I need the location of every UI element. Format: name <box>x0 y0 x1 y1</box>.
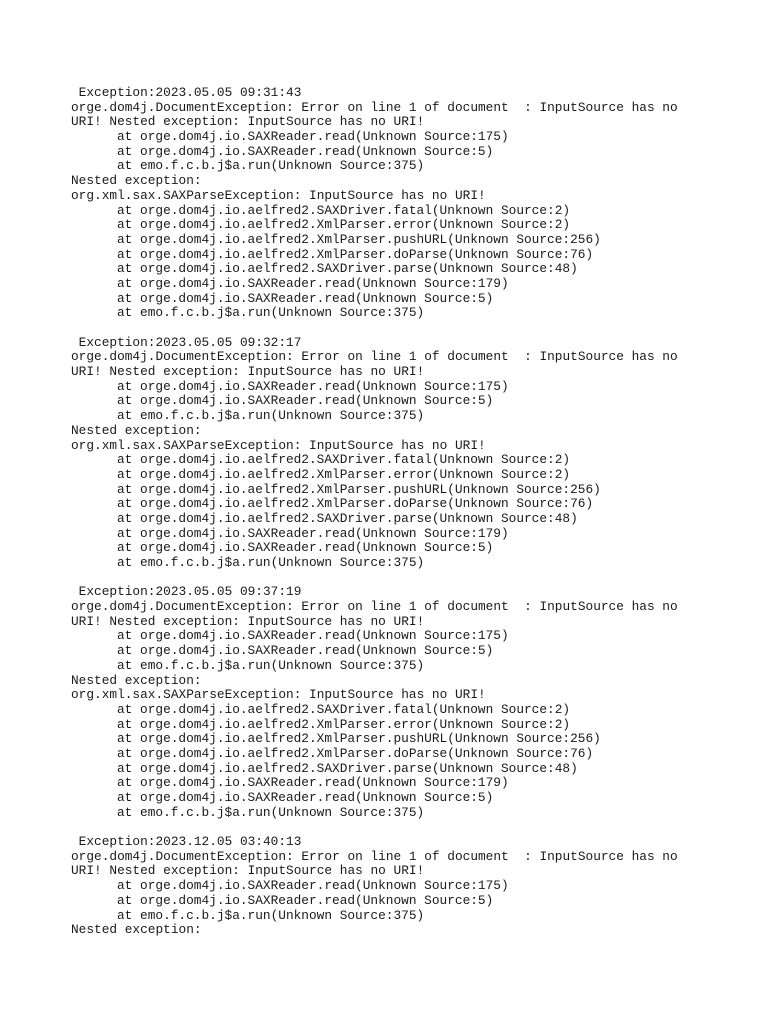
stack-frame-line: at emo.f.c.b.j$a.run(Unknown Source:375) <box>117 408 425 424</box>
stack-frame-line: at orge.dom4j.io.SAXReader.read(Unknown Source:5) <box>117 393 494 409</box>
stack-frame-line: at orge.dom4j.io.aelfred2.SAXDriver.fatal(Unknown Source:2) <box>117 701 571 717</box>
stack-frame-line: at emo.f.c.b.j$a.run(Unknown Source:375) <box>117 657 425 673</box>
stack-frame-line: at orge.dom4j.io.SAXReader.read(Unknown Source:5) <box>117 643 494 659</box>
exception-message-line: URI! Nested exception: InputSource has no URI! <box>71 114 425 130</box>
log-entry <box>71 585 768 820</box>
log-entry <box>71 835 768 938</box>
stack-frame-line: at orge.dom4j.io.SAXReader.read(Unknown Source:5) <box>117 540 494 556</box>
stack-frame-line: at emo.f.c.b.j$a.run(Unknown Source:375) <box>117 555 425 570</box>
stack-frame-line: at emo.f.c.b.j$a.run(Unknown Source:375) <box>117 804 425 820</box>
log-entries <box>71 86 768 938</box>
stack-frame-line: at orge.dom4j.io.aelfred2.XmlParser.doParse(Unknown Source:76) <box>117 246 594 262</box>
exception-message-line: orge.dom4j.DocumentException: Error on line 1 of document : InputSource has no <box>71 848 678 864</box>
stack-frame-line: at orge.dom4j.io.aelfred2.SAXDriver.fatal(Unknown Source:2) <box>117 202 571 218</box>
stack-frame-line: at orge.dom4j.io.SAXReader.read(Unknown Source:5) <box>117 143 494 159</box>
exception-message-line: orge.dom4j.DocumentException: Error on line 1 of document : InputSource has no <box>71 99 678 115</box>
stack-frame-line: at orge.dom4j.io.SAXReader.read(Unknown Source:175) <box>117 129 509 145</box>
stack-frame-line: at orge.dom4j.io.aelfred2.SAXDriver.fatal(Unknown Source:2) <box>117 452 571 468</box>
stack-frame-line: at orge.dom4j.io.aelfred2.XmlParser.pushURL(Unknown Source:256) <box>117 481 601 497</box>
stack-frame-line: at orge.dom4j.io.SAXReader.read(Unknown Source:5) <box>117 290 494 306</box>
stack-frame-line: at orge.dom4j.io.SAXReader.read(Unknown Source:175) <box>117 378 509 394</box>
stack-frame-line: at orge.dom4j.io.SAXReader.read(Unknown Source:179) <box>117 775 509 791</box>
stack-frame-line: at emo.f.c.b.j$a.run(Unknown Source:375) <box>117 305 425 321</box>
exception-message-line: Nested exception: <box>71 173 202 189</box>
stack-frame-line: at orge.dom4j.io.aelfred2.SAXDriver.parse(Unknown Source:48) <box>117 760 578 776</box>
stack-frame-line: at orge.dom4j.io.aelfred2.XmlParser.doParse(Unknown Source:76) <box>117 745 594 761</box>
exception-message-line: Nested exception: <box>71 422 202 438</box>
log-entry <box>71 86 768 321</box>
stack-frame-line: at orge.dom4j.io.SAXReader.read(Unknown Source:179) <box>117 525 509 541</box>
stack-frame-line: at emo.f.c.b.j$a.run(Unknown Source:375) <box>117 907 425 923</box>
stack-frame-line: at emo.f.c.b.j$a.run(Unknown Source:375) <box>117 158 425 174</box>
stack-frame-line: at orge.dom4j.io.SAXReader.read(Unknown Source:175) <box>117 628 509 644</box>
exception-message-line: org.xml.sax.SAXParseException: InputSource has no URI! <box>71 437 486 453</box>
exception-message-line: orge.dom4j.DocumentException: Error on line 1 of document : InputSource has no <box>71 599 678 615</box>
stack-frame-line: at orge.dom4j.io.aelfred2.XmlParser.error(Unknown Source:2) <box>117 716 571 732</box>
stack-frame-line: at orge.dom4j.io.aelfred2.XmlParser.pushURL(Unknown Source:256) <box>117 731 601 747</box>
stack-frame-line: at orge.dom4j.io.aelfred2.XmlParser.doParse(Unknown Source:76) <box>117 496 594 512</box>
exception-message-line: orge.dom4j.DocumentException: Error on line 1 of document : InputSource has no <box>71 349 678 365</box>
exception-message-line: URI! Nested exception: InputSource has no URI! <box>71 863 425 879</box>
exception-message-line: Nested exception: <box>71 672 202 688</box>
stack-frame-line: at orge.dom4j.io.aelfred2.SAXDriver.parse(Unknown Source:48) <box>117 261 578 277</box>
stack-frame-line: at orge.dom4j.io.aelfred2.XmlParser.error(Unknown Source:2) <box>117 217 571 233</box>
exception-header: Exception:2023.05.05 09:37:19 <box>71 584 302 600</box>
stack-frame-line: at orge.dom4j.io.SAXReader.read(Unknown Source:175) <box>117 878 509 894</box>
stack-frame-line: at orge.dom4j.io.SAXReader.read(Unknown Source:5) <box>117 790 494 805</box>
exception-message-line: org.xml.sax.SAXParseException: InputSource has no URI! <box>71 187 486 203</box>
log-entry <box>71 336 768 571</box>
stack-frame-line: at orge.dom4j.io.SAXReader.read(Unknown Source:5) <box>117 892 494 908</box>
stack-frame-line: at orge.dom4j.io.SAXReader.read(Unknown Source:179) <box>117 275 509 291</box>
stack-frame-line: at orge.dom4j.io.aelfred2.XmlParser.error(Unknown Source:2) <box>117 466 571 482</box>
stack-frame-line: at orge.dom4j.io.aelfred2.SAXDriver.parse(Unknown Source:48) <box>117 510 578 526</box>
exception-header: Exception:2023.05.05 09:31:43 <box>71 85 302 100</box>
exception-header: Exception:2023.05.05 09:32:17 <box>71 334 302 350</box>
stack-frame-line: at orge.dom4j.io.aelfred2.XmlParser.pushURL(Unknown Source:256) <box>117 231 601 247</box>
exception-message-line: Nested exception: <box>71 922 202 938</box>
exception-header: Exception:2023.12.05 03:40:13 <box>71 834 302 850</box>
exception-message-line: URI! Nested exception: InputSource has no URI! <box>71 613 425 629</box>
exception-message-line: org.xml.sax.SAXParseException: InputSource has no URI! <box>71 687 486 703</box>
exception-message-line: URI! Nested exception: InputSource has no URI! <box>71 364 425 380</box>
